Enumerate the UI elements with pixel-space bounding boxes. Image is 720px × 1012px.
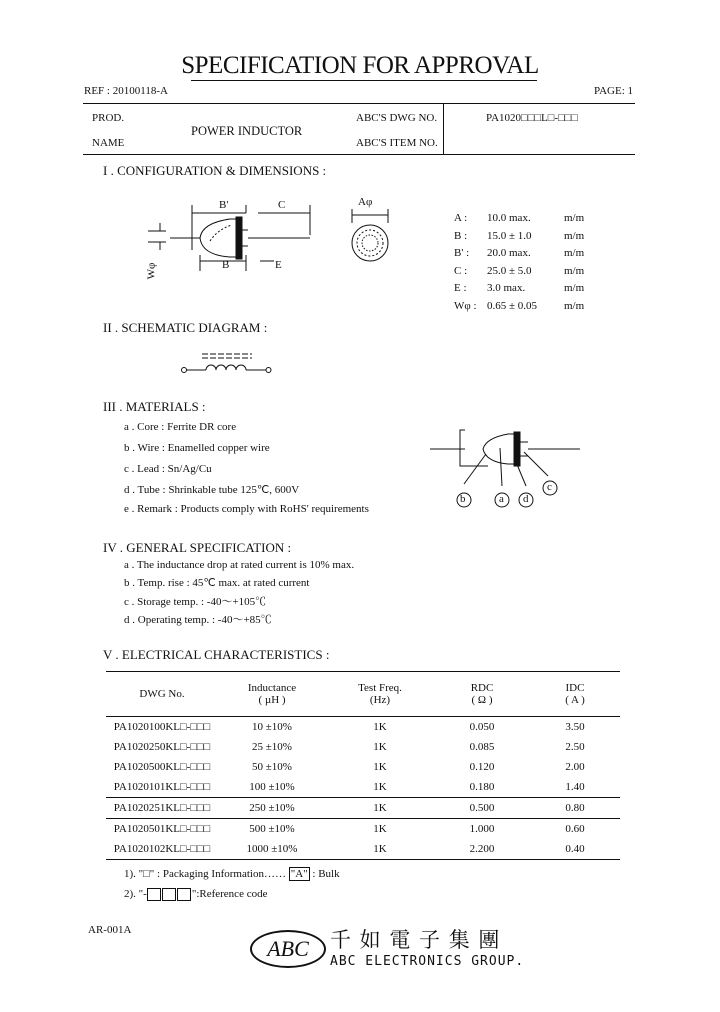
dimension-row: A : 10.0 max. m/m — [454, 212, 585, 224]
cell-dwg: PA1020250KL□-□□□ — [113, 741, 211, 753]
cell-idc: 0.80 — [530, 798, 620, 819]
name-label: NAME — [92, 137, 125, 149]
section-schematic-heading: II . SCHEMATIC DIAGRAM : — [103, 320, 268, 335]
cell-dwg: PA1020101KL□-□□□ — [113, 781, 211, 793]
material-item: c . Lead : Sn/Ag/Cu — [124, 463, 212, 475]
cell-inductance: 500 ±10% — [218, 819, 326, 840]
cell-rdc: 1.000 — [434, 819, 530, 840]
cell-freq: 1K — [373, 721, 387, 733]
form-number: AR-001A — [88, 924, 132, 936]
cell-inductance: 25 ±10% — [252, 741, 292, 753]
dimension-row: B : 15.0 ± 1.0 m/m — [454, 229, 585, 242]
dimension-row: C : 25.0 ± 5.0 m/m — [454, 264, 585, 277]
prod-label: PROD. — [92, 112, 125, 124]
general-spec-item: b . Temp. rise : 45℃ max. at rated current — [124, 577, 310, 589]
callout-d: d — [523, 493, 529, 505]
materials-callout-drawing — [420, 420, 600, 520]
table-header-row — [106, 672, 620, 717]
cell-dwg: PA1020500KL□-□□□ — [113, 761, 211, 773]
col-header-inductance: Inductance ( µH ) — [247, 682, 297, 706]
dwg-no-value: PA1020□□□L□-□□□ — [486, 112, 578, 124]
title-underline — [191, 80, 537, 81]
callout-b: b — [460, 493, 466, 505]
ref-number: REF : 20100118-A — [84, 85, 168, 97]
table-row — [106, 757, 620, 777]
cell-idc: 2.50 — [565, 741, 585, 753]
callout-c: c — [547, 481, 552, 493]
cell-dwg: PA1020102KL□-□□□ — [113, 843, 211, 855]
product-name: POWER INDUCTOR — [191, 124, 303, 138]
header-top-rule — [83, 103, 635, 104]
dimension-row: Wφ : 0.65 ± 0.05 m/m — [454, 299, 585, 312]
cell-freq: 1K — [373, 761, 387, 773]
cell-inductance: 100 ±10% — [249, 781, 295, 793]
cell-idc: 3.50 — [565, 721, 585, 733]
company-name-english: ABC ELECTRONICS GROUP. — [330, 954, 525, 969]
cell-inductance: 250 ±10% — [218, 798, 326, 819]
cell-inductance: 10 ±10% — [252, 721, 292, 733]
electrical-characteristics-table — [106, 671, 620, 860]
col-header-test-freq: Test Freq. (Hz) — [358, 682, 402, 706]
col-header-rdc: RDC ( Ω ) — [470, 682, 494, 706]
cell-dwg: PA1020501KL□-□□□ — [106, 819, 218, 840]
dimensions-list — [454, 212, 614, 318]
section-electrical-heading: V . ELECTRICAL CHARACTERISTICS : — [103, 647, 330, 662]
abc-logo: ABC — [250, 930, 326, 968]
cell-freq: 1K — [326, 798, 434, 819]
schematic-coil-symbol — [178, 350, 278, 380]
cell-freq: 1K — [373, 781, 387, 793]
material-item: a . Core : Ferrite DR core — [124, 421, 237, 433]
cell-freq: 1K — [373, 741, 387, 753]
note-reference-code: 2). "- ":Reference code — [124, 888, 268, 901]
cell-inductance: 50 ±10% — [252, 761, 292, 773]
general-spec-item: a . The inductance drop at rated current is 10% max. — [124, 559, 355, 571]
general-spec-item: d . Operating temp. : -40〜+85℃ — [124, 614, 272, 626]
dwg-no-label: ABC'S DWG NO. — [356, 112, 438, 124]
cell-dwg: PA1020100KL□-□□□ — [113, 721, 211, 733]
label-b: B — [222, 259, 230, 271]
section-config-heading: I . CONFIGURATION & DIMENSIONS : — [103, 163, 327, 178]
col-header-idc: IDC ( A ) — [565, 682, 585, 706]
dimension-row: E : 3.0 max. m/m — [454, 282, 585, 295]
callout-a: a — [499, 493, 504, 505]
cell-rdc: 0.180 — [469, 781, 495, 793]
label-w-phi: Wφ — [145, 262, 158, 280]
document-title: SPECIFICATION FOR APPROVAL — [181, 52, 539, 79]
material-item: b . Wire : Enamelled copper wire — [124, 442, 270, 454]
cell-inductance: 1000 ±10% — [246, 843, 298, 855]
cell-freq: 1K — [326, 819, 434, 840]
inductor-end-view-drawing — [340, 205, 400, 265]
label-e: E — [275, 259, 282, 271]
cell-rdc: 0.085 — [469, 741, 495, 753]
cell-idc: 0.60 — [530, 819, 620, 840]
cell-freq: 1K — [373, 843, 387, 855]
label-c: C — [278, 199, 286, 211]
dimension-row: B' : 20.0 max. m/m — [454, 247, 585, 260]
page-number: PAGE: 1 — [594, 85, 634, 97]
material-item: e . Remark : Products comply with RoHS' requirements — [124, 503, 369, 515]
note-packaging: 1). "□" : Packaging Information…… "A" : Bulk — [124, 868, 340, 880]
general-spec-item: c . Storage temp. : -40〜+105℃ — [124, 596, 267, 608]
table-row — [106, 777, 620, 798]
cell-rdc: 0.050 — [469, 721, 495, 733]
header-bottom-rule — [83, 154, 635, 155]
table-row — [106, 717, 620, 738]
inductor-side-view-drawing — [140, 195, 340, 285]
cell-idc: 0.40 — [565, 843, 585, 855]
header-divider — [443, 103, 444, 154]
col-header-dwg: DWG No. — [139, 688, 185, 700]
section-materials-heading: III . MATERIALS : — [103, 399, 206, 414]
cell-idc: 1.40 — [565, 781, 585, 793]
section-general-heading: IV . GENERAL SPECIFICATION : — [103, 540, 292, 555]
company-name-chinese: 千 如 電 子 集 團 — [330, 928, 501, 952]
table-row — [106, 798, 620, 819]
label-a-phi: Aφ — [358, 196, 373, 208]
cell-rdc: 0.500 — [434, 798, 530, 819]
material-item: d . Tube : Shrinkable tube 125℃, 600V — [124, 484, 300, 496]
table-row — [106, 839, 620, 860]
cell-idc: 2.00 — [565, 761, 585, 773]
table-row — [106, 819, 620, 840]
cell-rdc: 2.200 — [469, 843, 495, 855]
cell-dwg: PA1020251KL□-□□□ — [106, 798, 218, 819]
label-b-prime: B' — [219, 199, 229, 211]
cell-rdc: 0.120 — [469, 761, 495, 773]
item-no-label: ABC'S ITEM NO. — [356, 137, 438, 149]
table-row — [106, 737, 620, 757]
